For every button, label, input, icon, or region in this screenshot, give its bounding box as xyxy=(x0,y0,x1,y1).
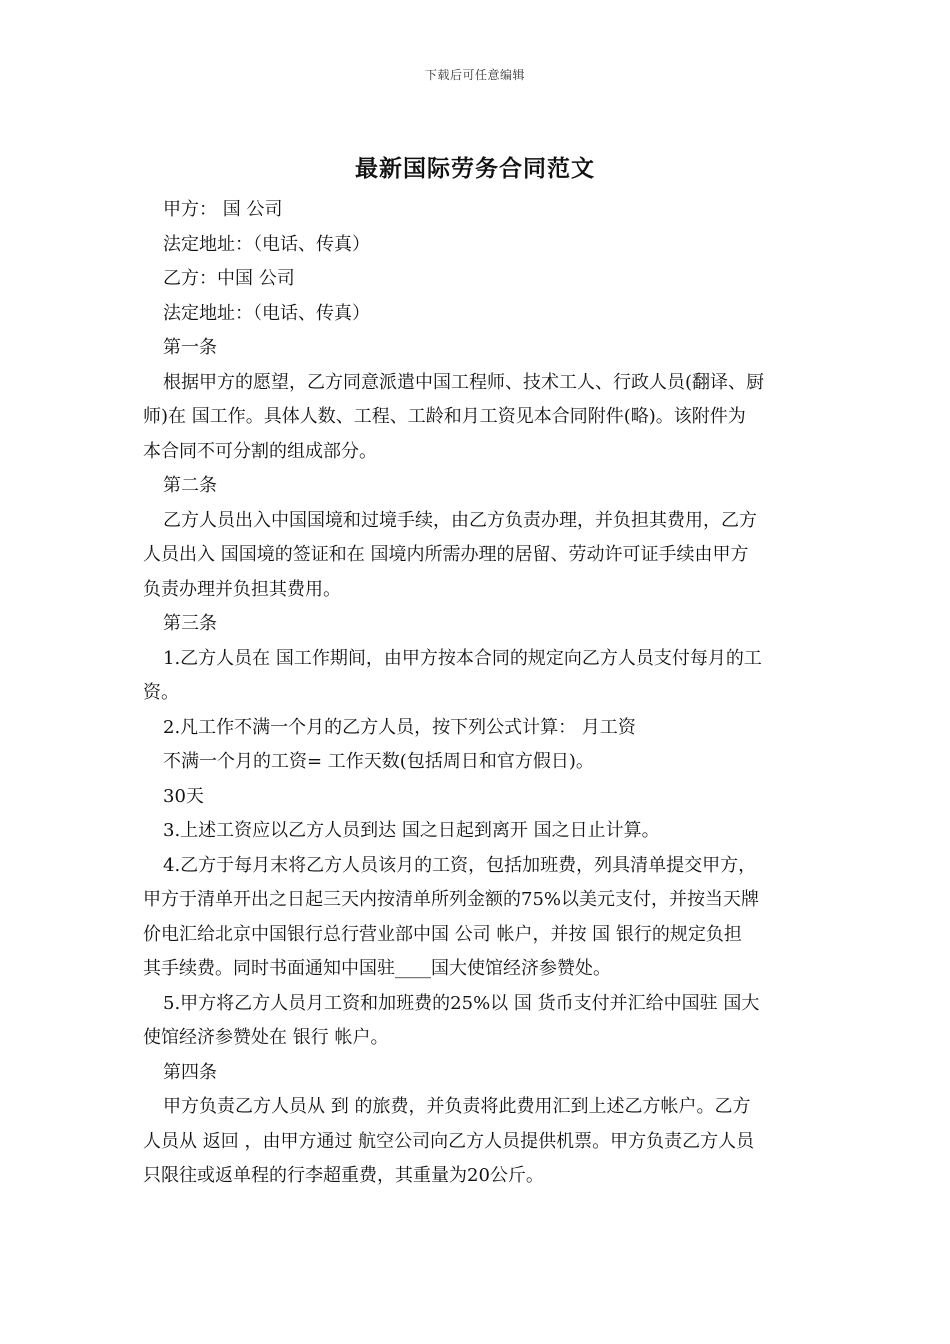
text-line: 价电汇给北京中国银行总行营业部中国 公司 帐户，并按 国 银行的规定负担 xyxy=(143,923,742,945)
text-line: 第四条 xyxy=(163,1061,217,1083)
text-line: 法定地址：（电话、传真） xyxy=(163,302,370,324)
text-line: 1.乙方人员在 国工作期间，由甲方按本合同的规定向乙方人员支付每月的工 xyxy=(163,647,762,669)
text-line: 根据甲方的愿望，乙方同意派遣中国工程师、技术工人、行政人员(翻译、厨 xyxy=(163,371,765,393)
text-line: 第一条 xyxy=(163,337,217,358)
text-line: 负责办理并负担其费用。 xyxy=(143,578,341,600)
text-line: 不满一个月的工资= 工作天数(包括周日和官方假日)。 xyxy=(163,751,594,772)
document-body xyxy=(143,193,810,1194)
text-line: 第三条 xyxy=(163,613,217,634)
text-line: 乙方：中国 公司 xyxy=(163,268,295,289)
text-line: 本合同不可分割的组成部分。 xyxy=(143,440,377,462)
text-line: 只限往或返单程的行李超重费，其重量为20公斤。 xyxy=(143,1165,544,1186)
text-line: 4.乙方于每月末将乙方人员该月的工资，包括加班费，列具清单提交甲方， xyxy=(163,854,757,876)
text-line: 资。 xyxy=(143,682,179,703)
text-line: 人员从 返回 ，由甲方通过 航空公司向乙方人员提供机票。甲方负责乙方人员 xyxy=(143,1130,755,1152)
text-line: 其手续费。同时书面通知中国驻____国大使馆经济参赞处。 xyxy=(143,958,611,979)
document-title: 最新国际劳务合同范文 xyxy=(355,155,595,182)
text-line: 2.凡工作不满一个月的乙方人员，按下列公式计算： 月工资 xyxy=(163,716,636,738)
text-line: 乙方人员出入中国国境和过境手续，由乙方负责办理，并负担其费用，乙方 xyxy=(163,509,757,531)
text-line: 人员出入 国国境的签证和在 国境内所需办理的居留、劳动许可证手续由甲方 xyxy=(143,544,749,565)
text-line: 第二条 xyxy=(163,475,217,496)
text-line: 甲方： 国 公司 xyxy=(163,199,283,220)
text-line: 甲方于清单开出之日起三天内按清单所列金额的75%以美元支付，并按当天牌 xyxy=(143,889,760,910)
text-line: 法定地址：（电话、传真） xyxy=(163,233,370,255)
text-line: 5.甲方将乙方人员月工资和加班费的25%以 国 货币支付并汇给中国驻 国大 xyxy=(163,992,760,1014)
header-note: 下载后可任意编辑 xyxy=(424,68,525,82)
text-line: 甲方负责乙方人员从 到 的旅费，并负责将此费用汇到上述乙方帐户。乙方 xyxy=(163,1096,751,1117)
text-line: 3.上述工资应以乙方人员到达 国之日起到离开 国之日止计算。 xyxy=(163,820,660,841)
text-line: 使馆经济参赞处在 银行 帐户。 xyxy=(143,1027,389,1048)
text-line: 师)在 国工作。具体人数、工程、工龄和月工资见本合同附件(略)。该附件为 xyxy=(143,406,746,427)
text-line: 30天 xyxy=(163,785,204,807)
